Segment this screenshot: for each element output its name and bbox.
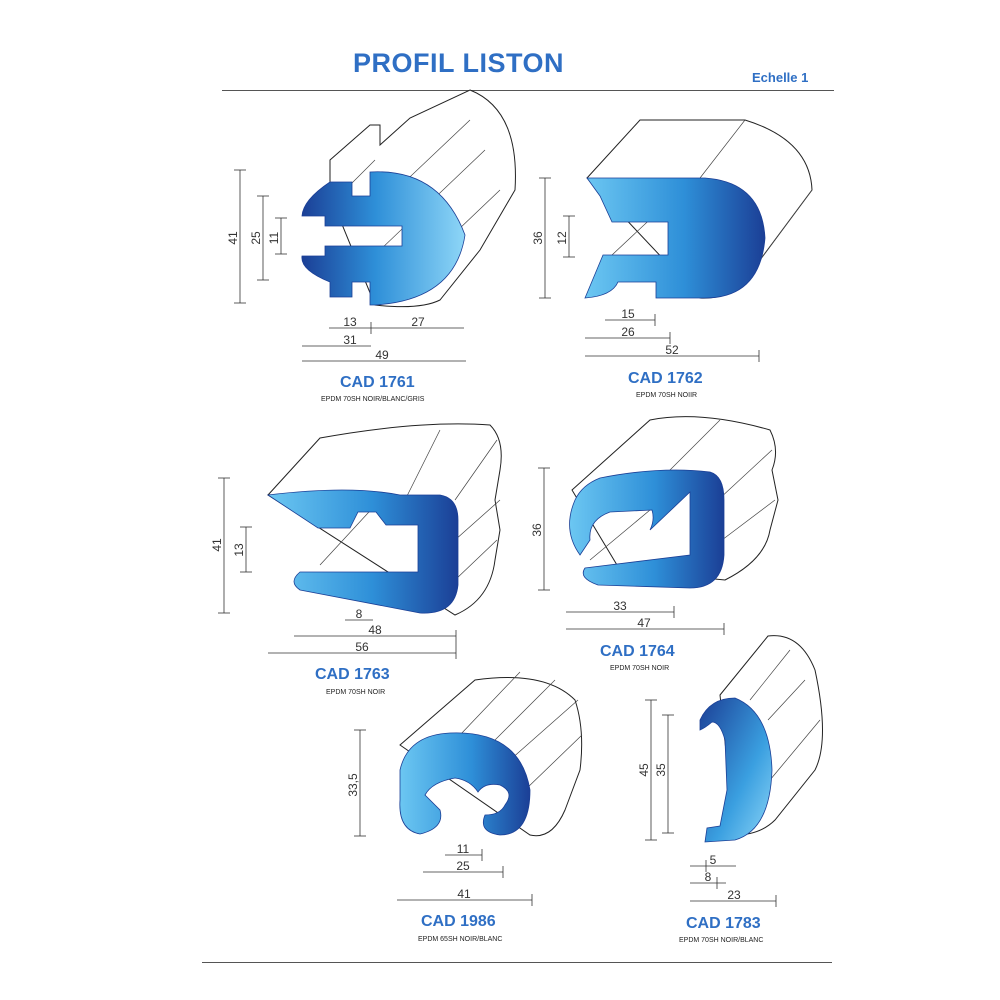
profile-cad-1763 [210,424,501,659]
dim-w3-1761: 31 [343,333,357,347]
dim-w2-1764: 47 [637,616,651,630]
profile-cad-1764 [530,417,778,635]
dim-w4-1761: 49 [375,348,389,362]
dim-h1-1764: 36 [530,523,544,537]
page-title: PROFIL LISTON [353,48,565,78]
dim-w2-1762: 26 [621,325,635,339]
dim-w2-1783: 8 [704,870,712,884]
dim-w1-1761: 13 [343,315,357,329]
profile-cad-1761 [226,90,515,362]
dim-w3-1762: 52 [665,343,679,357]
dim-w2-1761: 27 [411,315,425,329]
profile-name-1764: CAD 1764 [600,643,675,660]
dim-w3-1783: 23 [727,888,741,902]
profile-material-1762: EPDM 70SH NOIIR [636,392,698,399]
profile-name-1761: CAD 1761 [340,374,415,391]
dim-h1-1763: 41 [210,538,224,552]
profile-material-1764: EPDM 70SH NOIR [610,665,670,672]
dim-h3-1761: 11 [267,231,281,245]
dim-w1-1763: 8 [355,607,363,621]
dim-w3-1986: 41 [457,887,471,901]
profile-material-1763: EPDM 70SH NOIR [326,689,386,696]
dim-w2-1986: 25 [456,859,470,873]
profile-material-1761: EPDM 70SH NOIR/BLANC/GRIS [321,396,425,403]
dim-h2-1761: 25 [249,231,263,245]
scale-label: Echelle 1 [752,70,809,85]
cross-section-1762 [585,178,765,298]
dim-h2-1783: 35 [654,763,668,777]
profile-cad-1783 [637,636,823,907]
dim-h1-1761: 41 [226,231,240,245]
profile-cad-1986 [346,672,582,906]
profile-cad-1762 [531,120,812,362]
profile-name-1762: CAD 1762 [628,370,703,387]
profile-name-1763: CAD 1763 [315,666,390,683]
profile-name-1783: CAD 1783 [686,915,761,932]
profile-material-1783: EPDM 70SH NOIR/BLANC [679,937,764,944]
dim-w3-1763: 56 [355,640,369,654]
profile-name-1986: CAD 1986 [421,913,496,930]
profile-material-1986: EPDM 65SH NOIR/BLANC [418,936,503,943]
dim-h1-1986: 33,5 [346,773,360,797]
dim-h2-1762: 12 [555,231,569,245]
dim-h1-1762: 36 [531,231,545,245]
dim-w2-1763: 48 [368,623,382,637]
dim-w1-1762: 15 [621,307,635,321]
dim-w1-1986: 11 [456,842,470,856]
dim-w1-1764: 33 [613,599,627,613]
dim-w1-1783: 5 [709,853,717,867]
dim-h1-1783: 45 [637,763,651,777]
dim-h2-1763: 13 [232,543,246,557]
